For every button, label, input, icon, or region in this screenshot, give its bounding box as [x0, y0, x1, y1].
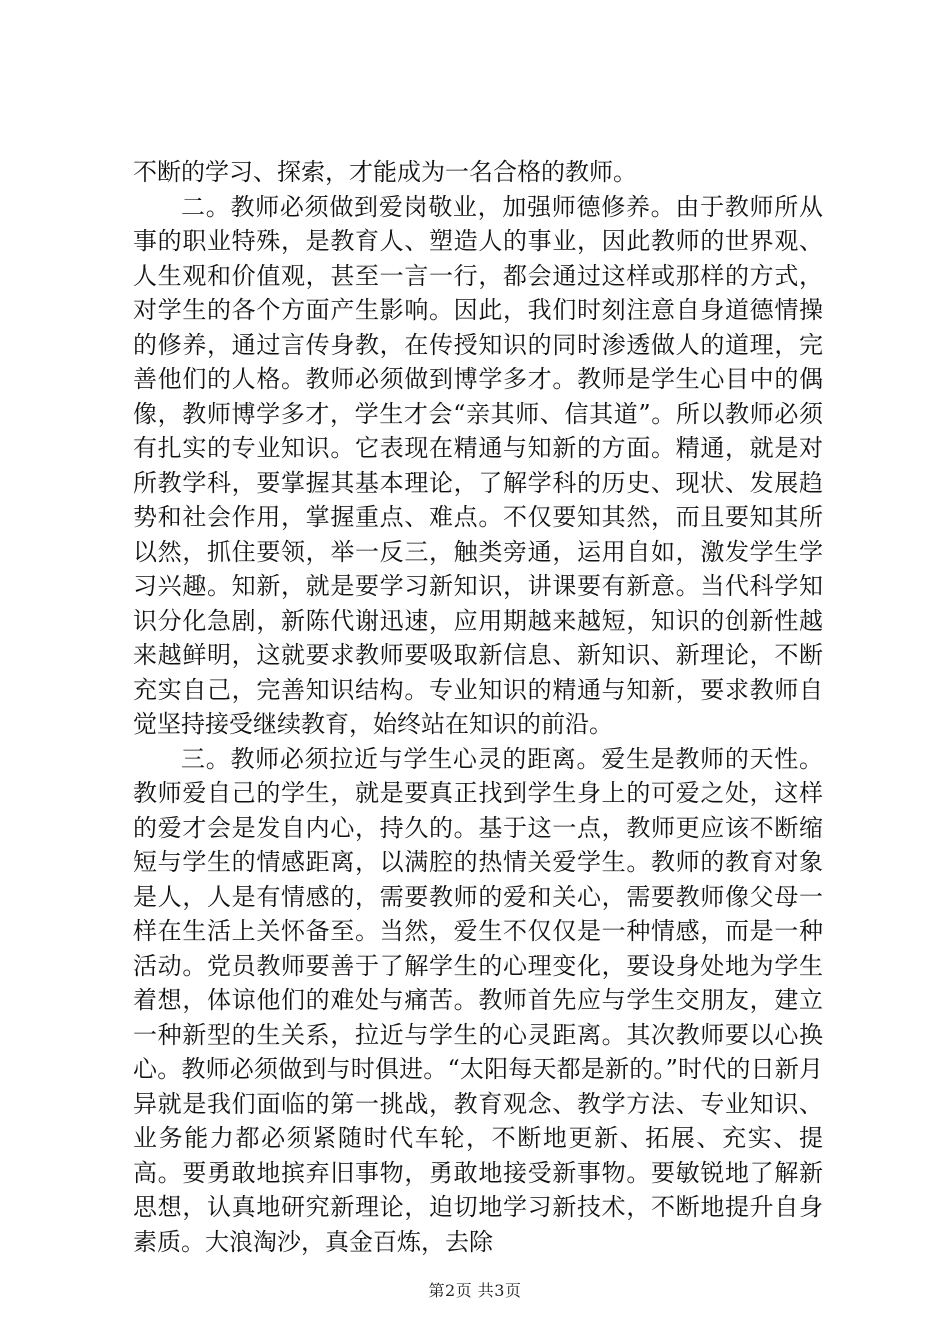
paragraph-section-two: 二。教师必须做到爱岗敬业，加强师德修养。由于教师所从事的职业特殊，是教育人、塑造人的事业，因此教师的世界观、人生观和价值观，甚至一言一行，都会通过这样或那样的方式，对学生的各个方面产生影响。因此，我们时刻注意自身道德情操的修养，通过言传身教，在传授知识的同时渗透做人的道理，完善他们的人格。教师必须做到博学多才。教师是学生心目中的偶像，教师博学多才，学生才会“亲其师、信其道”。所以教师必须有扎实的专业知识。它表现在精通与知新的方面。精通，就是对所教学科，要掌握其基本理论，了解学科的历史、现状、发展趋势和社会作用，掌握重点、难点。不仅要知其然，而且要知其所以然，抓住要领，举一反三，触类旁通，运用自如，激发学生学习兴趣。知新，就是要学习新知识，讲课要有新意。当代科学知识分化急剧，新陈代谢迅速，应用期越来越短，知识的创新性越来越鲜明，这就要求教师要吸取新信息、新知识、新理论，不断充实自己，完善知识结构。专业知识的精通与知新，要求教师自觉坚持接受继续教育，始终站在知识的前沿。: [133, 192, 823, 738]
paragraph-section-three: 三。教师必须拉近与学生心灵的距离。爱生是教师的天性。教师爱自己的学生，就是要真正找到学生身上的可爱之处，这样的爱才会是发自内心，持久的。基于这一点，教师更应该不断缩短与学生的情感距离，以满腔的热情关爱学生。教师的教育对象是人，人是有情感的，需要教师的爱和关心，需要教师像父母一样在生活上关怀备至。当然，爱生不仅仅是一种情感，而是一种活动。党员教师要善于了解学生的心理变化，要设身处地为学生着想，体谅他们的难处与痛苦。教师首先应与学生交朋友，建立一种新型的生关系，拉近与学生的心灵距离。其次教师要以心换心。教师必须做到与时俱进。“太阳每天都是新的。”时代的日新月异就是我们面临的第一挑战，教育观念、教学方法、专业知识、业务能力都必须紧随时代车轮，不断地更新、拓展、充实、提高。要勇敢地摈弃旧事物，勇敢地接受新事物。要敏锐地了解新思想，认真地研究新理论，迫切地学习新技术，不断地提升自身素质。大浪淘沙，真金百炼，去除: [133, 744, 823, 1256]
paragraph-continuation: 不断的学习、探索，才能成为一名合格的教师。: [133, 158, 637, 186]
page-number-footer: 第2页 共3页: [428, 1281, 522, 1300]
document-body: [133, 155, 823, 1259]
